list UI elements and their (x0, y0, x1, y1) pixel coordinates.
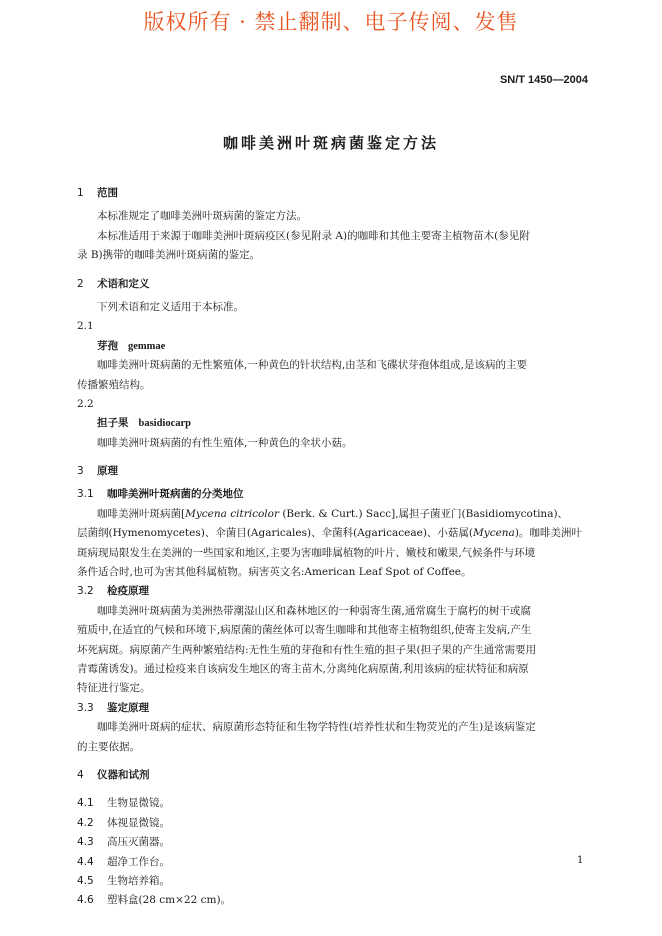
section-title: 范围 (97, 187, 118, 199)
definition: 咖啡美洲叶斑病菌的有性生殖体,一种黄色的伞状小菇。 (97, 436, 353, 449)
section-number: 3 (77, 465, 84, 478)
list-item (77, 891, 589, 910)
subsection-heading (77, 699, 589, 718)
item-text: 超净工作台。 (107, 855, 170, 868)
document-number: SN/T 1450—2004 (499, 74, 588, 86)
term-chinese: 芽孢 (97, 339, 118, 352)
subsection-number: 3.1 (77, 488, 94, 501)
term-basidiocarp (77, 414, 589, 433)
section-title: 原理 (97, 465, 118, 478)
paragraph-continuation: 特征进行鉴定。 (77, 682, 151, 695)
section-heading-terms (77, 275, 589, 294)
item-text: 高压灭菌器。 (107, 836, 170, 849)
paragraph-continuation: 录 B)携带的咖啡美洲叶斑病菌的鉴定。 (77, 249, 261, 262)
scientific-name: Mycena citricolor (185, 507, 279, 520)
section-title: 仪器和试剂 (97, 768, 150, 781)
section-number: 2 (77, 277, 84, 290)
item-number: 4.4 (77, 855, 94, 868)
section-number: 1 (77, 187, 84, 199)
copyright-watermark: 版权所有 · 禁止翻制、电子传阅、发售 (143, 10, 519, 34)
section-title: 术语和定义 (97, 277, 150, 290)
subsection-number: 3.2 (77, 585, 94, 598)
section-number: 4 (77, 768, 84, 781)
item-number: 4.1 (77, 797, 94, 810)
subsection-title: 检疫原理 (107, 585, 149, 598)
paragraph: 咖啡美洲叶斑病的症状、病原菌形态特征和生物学特性(培养性状和生物荧光的产生)是该病鉴定 (97, 721, 536, 734)
paragraph: 本标准规定了咖啡美洲叶斑病菌的鉴定方法。 (97, 210, 307, 223)
subsection-number: 3.3 (77, 701, 94, 714)
text-run: )。咖啡美洲叶 (514, 527, 582, 540)
paragraph-continuation: 殖质中,在适宜的气候和环境下,病原菌的菌丝体可以寄生咖啡和其他寄主植物组织,使寄主发病,产生 (77, 624, 532, 637)
list-item (77, 872, 589, 891)
item-number: 4.5 (77, 874, 94, 887)
paragraph-continuation: 条件适合时,也可为害其他科属植物。病害英文名:American Leaf Spot of Coffee。 (77, 566, 472, 579)
text-run: 咖啡美洲叶斑病菌[ (97, 507, 186, 520)
subsection-heading (77, 582, 589, 601)
term-english: gemmae (128, 340, 166, 352)
paragraph-continuation: 的主要依据。 (77, 740, 140, 753)
paragraph (77, 505, 589, 524)
item-number: 4.6 (77, 894, 94, 907)
list-item (77, 794, 589, 813)
clause-number: 2.1 (77, 320, 94, 333)
item-text: 生物显微镜。 (107, 797, 170, 810)
paragraph-continuation (77, 524, 589, 543)
item-number: 4.3 (77, 836, 94, 849)
text-run: 层菌纲(Hymenomycetes)、伞菌目(Agaricales)、伞菌科(Agaricaceae)、小菇属( (77, 527, 474, 540)
clause-number: 2.2 (77, 397, 94, 410)
page-title: 咖啡美洲叶斑病菌鉴定方法 (222, 134, 439, 152)
section-heading-instruments (77, 766, 589, 785)
list-item (77, 814, 589, 833)
subsection-heading (77, 485, 589, 504)
scientific-name: Mycena (473, 527, 515, 540)
text-run: (Berk. & Curt.) Sacc],属担子菌亚门(Basidiomycotina)、 (278, 507, 569, 520)
section-heading-scope (77, 184, 589, 203)
document-body (77, 184, 589, 911)
item-text: 塑料盒(28 cm×22 cm)。 (107, 894, 232, 907)
paragraph: 咖啡美洲叶斑病菌为美洲热带潮湿山区和森林地区的一种弱寄生菌,通常腐生于腐朽的树干或腐 (97, 604, 531, 617)
page-number: 1 (577, 855, 584, 866)
term-english: basidiocarp (138, 418, 192, 430)
definition: 咖啡美洲叶斑病菌的无性繁殖体,一种黄色的针状结构,由茎和飞碟状芽孢体组成,是该病的主要 (97, 359, 528, 372)
definition-continuation: 传播繁殖结构。 (77, 378, 151, 391)
item-text: 生物培养箱。 (107, 874, 170, 887)
paragraph-continuation: 青霉菌诱发)。通过检疫来自该病发生地区的寄主苗木,分离纯化病原菌,利用该病的症状特征和病原 (77, 662, 529, 675)
subsection-title: 鉴定原理 (107, 701, 149, 714)
paragraph-continuation: 斑病现局限发生在美洲的一些国家和地区,主要为害咖啡属植物的叶片、嫩枝和嫩果,气候条件与环境 (77, 546, 536, 559)
term-chinese: 担子果 (97, 417, 129, 430)
subsection-title: 咖啡美洲叶斑病菌的分类地位 (107, 488, 244, 501)
term-gemmae (77, 337, 589, 356)
list-item (77, 853, 589, 872)
list-item (77, 833, 589, 852)
item-text: 体视显微镜。 (107, 816, 170, 829)
section-heading-principle (77, 462, 589, 481)
paragraph: 下列术语和定义适用于本标准。 (97, 300, 244, 313)
item-number: 4.2 (77, 816, 94, 829)
paragraph-continuation: 坏死病斑。病原菌产生两种繁殖结构:无性生殖的芽孢和有性生殖的担子果(担子果的产生通常需要用 (77, 643, 537, 656)
paragraph: 本标准适用于来源于咖啡美洲叶斑病疫区(参见附录 A)的咖啡和其他主要寄主植物苗木(参见附 (97, 229, 530, 242)
